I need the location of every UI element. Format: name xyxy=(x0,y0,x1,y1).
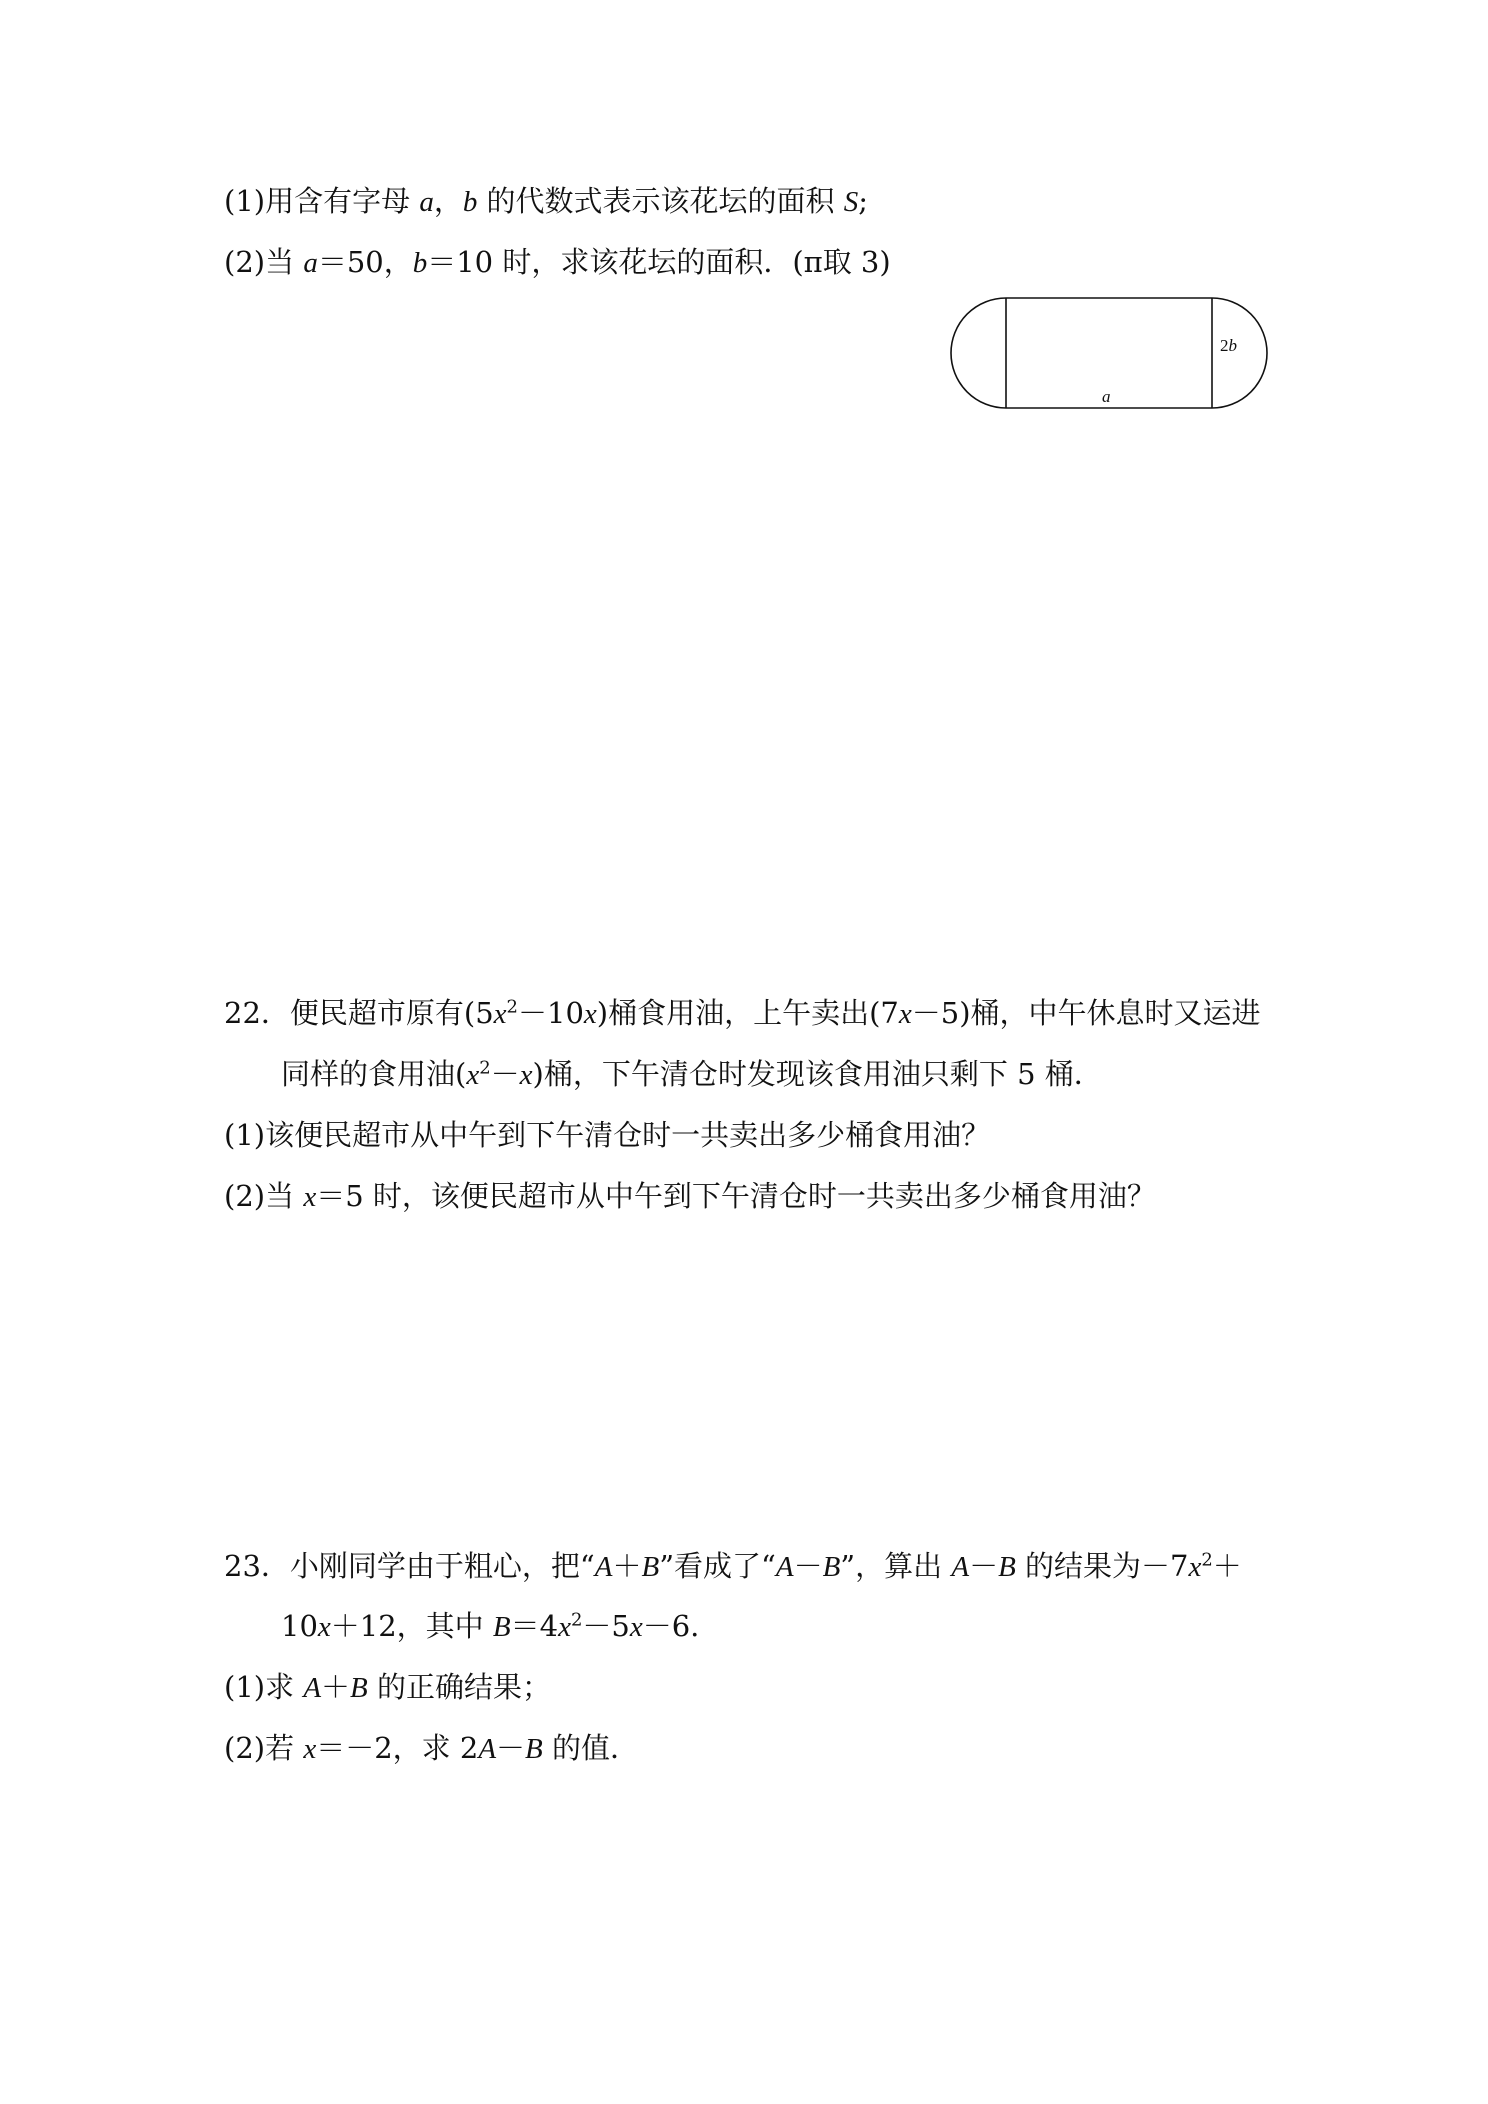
var-x: x xyxy=(898,998,912,1030)
text: 同样的食用油( xyxy=(281,1057,467,1091)
text: ＝－2，求 2 xyxy=(316,1731,479,1765)
var-b: b xyxy=(412,247,428,279)
var-a: A xyxy=(303,1672,322,1704)
flowerbed-figure xyxy=(948,296,1270,412)
text: 的代数式表示该花坛的面积 xyxy=(477,184,844,218)
text: － xyxy=(793,1549,823,1583)
text: ＋12，其中 xyxy=(330,1609,493,1643)
text: 的结果为－7 xyxy=(1015,1549,1189,1583)
var-x: x xyxy=(558,1611,571,1643)
text: (1)用含有字母 xyxy=(224,184,420,218)
text: )桶，下午清仓时发现该食用油只剩下 5 桶． xyxy=(532,1057,1103,1091)
var-b: B xyxy=(641,1551,660,1583)
text: －5 xyxy=(582,1609,630,1643)
text: ＋ xyxy=(1212,1549,1242,1583)
text: 10 xyxy=(281,1609,318,1643)
text: ＝10 时，求该花坛的面积．(π取 3) xyxy=(427,245,891,279)
var-x: x xyxy=(1188,1551,1202,1583)
q22-line1 xyxy=(224,993,1261,1034)
q23-part1 xyxy=(224,1667,551,1708)
text: － xyxy=(496,1731,526,1765)
var-a: A xyxy=(478,1733,497,1765)
text: － xyxy=(969,1549,999,1583)
var-x: x xyxy=(303,1733,317,1765)
var-x: x xyxy=(519,1059,533,1091)
label-a: a xyxy=(1102,387,1111,406)
var-b: B xyxy=(492,1611,511,1643)
var-a: A xyxy=(775,1551,794,1583)
text: 的正确结果； xyxy=(367,1670,551,1704)
flowerbed-svg xyxy=(948,296,1270,412)
var-x: x xyxy=(493,998,507,1030)
text: ＝4 xyxy=(510,1609,559,1643)
text: (2)当 xyxy=(224,245,304,279)
var-b: b xyxy=(462,186,478,218)
text: (1)求 xyxy=(224,1670,304,1704)
text: ＝50， xyxy=(317,245,413,279)
var-b: B xyxy=(822,1551,841,1583)
text: ; xyxy=(858,184,869,218)
var-a: a xyxy=(419,186,434,218)
text: 22．便民超市原有(5 xyxy=(224,996,494,1030)
q22-part1: (1)该便民超市从中午到下午清仓时一共卖出多少桶食用油？ xyxy=(224,1118,991,1152)
var-a: A xyxy=(594,1551,613,1583)
text: － xyxy=(490,1057,520,1091)
text: ＝5 时，该便民超市从中午到下午清仓时一共卖出多少桶食用油？ xyxy=(316,1179,1156,1213)
text: (2)若 xyxy=(224,1731,304,1765)
var-b: B xyxy=(350,1672,368,1704)
text: ＋ xyxy=(321,1670,351,1704)
q22-line2 xyxy=(281,1054,1103,1095)
label-2b: 2b xyxy=(1220,336,1237,355)
var-x: x xyxy=(466,1059,480,1091)
q21-part2 xyxy=(224,242,891,283)
exponent: 2 xyxy=(1201,1549,1213,1571)
text: )桶食用油，上午卖出(7 xyxy=(596,996,899,1030)
q21-part1 xyxy=(224,181,868,222)
text: ， xyxy=(433,184,463,218)
var-x: x xyxy=(629,1611,643,1643)
var-b: B xyxy=(998,1551,1016,1583)
text: (2)当 xyxy=(224,1179,304,1213)
text: 23．小刚同学由于粗心，把“ xyxy=(224,1549,595,1583)
exponent: 2 xyxy=(570,1609,583,1631)
var-a: A xyxy=(951,1551,970,1583)
text: 的值． xyxy=(542,1731,639,1765)
exponent: 2 xyxy=(479,1057,491,1079)
var-b: B xyxy=(525,1733,543,1765)
q23-part2 xyxy=(224,1728,639,1769)
text: ”，算出 xyxy=(840,1549,952,1583)
q23-line2 xyxy=(281,1606,699,1647)
text: ”看成了“ xyxy=(659,1549,776,1583)
var-x: x xyxy=(303,1181,317,1213)
text: ＋ xyxy=(612,1549,642,1583)
var-s: S xyxy=(843,186,859,218)
var-x: x xyxy=(317,1611,331,1643)
text: －6. xyxy=(642,1609,700,1643)
q23-line1 xyxy=(224,1546,1242,1587)
q22-part2 xyxy=(224,1176,1156,1217)
var-a: a xyxy=(303,247,318,279)
var-x: x xyxy=(583,998,597,1030)
text: －5)桶，中午休息时又运进 xyxy=(911,996,1261,1030)
text: －10 xyxy=(518,996,584,1030)
exponent: 2 xyxy=(506,996,518,1018)
